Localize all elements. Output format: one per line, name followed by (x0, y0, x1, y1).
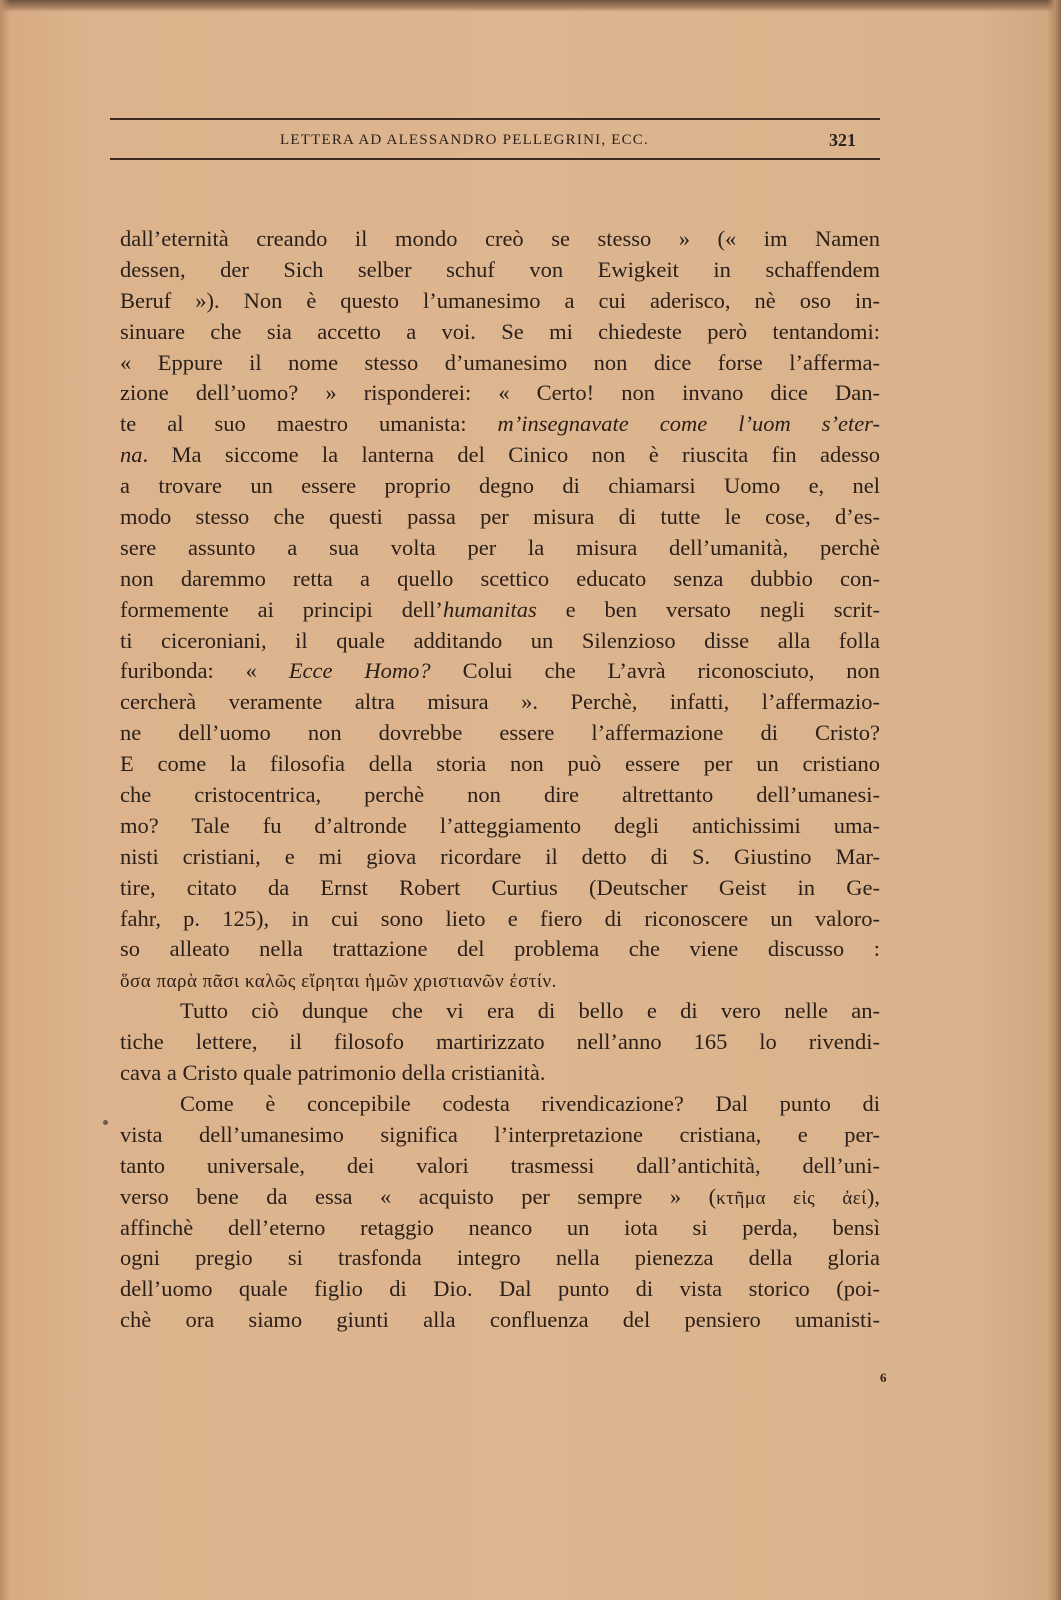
text-line (120, 286, 880, 317)
text-line (120, 811, 880, 842)
text-segment: a trovare un essere proprio degno di chiamarsi Uomo e, nel (120, 473, 880, 499)
paper-speck (103, 1120, 108, 1125)
text-line (120, 996, 880, 1027)
text-line (120, 749, 880, 780)
running-title: LETTERA AD ALESSANDRO PELLEGRINI, ECC. (280, 132, 649, 148)
text-line (120, 1243, 880, 1274)
text-segment: Tutto ciò dunque che vi era di bello e di vero nelle an- (180, 998, 880, 1024)
text-segment: cava a Cristo quale patrimonio della cristianità. (120, 1060, 546, 1086)
text-segment: tire, citato da Ernst Robert Curtius (Deutscher Geist in Ge- (120, 874, 880, 900)
text-line (120, 409, 880, 440)
running-head (110, 130, 880, 154)
italic-text: na (120, 442, 143, 468)
text-line (120, 873, 880, 904)
header-rule-bottom (110, 158, 880, 160)
text-segment: so alleato nella trattazione del problema che viene discusso : (120, 936, 880, 962)
text-segment: E come la filosofia della storia non può essere per un cristiano (120, 751, 880, 777)
text-line (120, 780, 880, 811)
body-text (120, 224, 880, 1336)
text-line (120, 1213, 880, 1244)
text-segment: tiche lettere, il filosofo martirizzato nell’anno 165 lo rivendi- (120, 1029, 880, 1055)
page-right-edge (1047, 0, 1061, 1600)
text-line (120, 471, 880, 502)
text-segment: ne dell’uomo non dovrebbe essere l’affermazione di Cristo? (120, 720, 880, 746)
text-line (120, 1305, 880, 1336)
text-segment: non daremmo retta a quello scettico educato senza dubbio con- (120, 565, 880, 591)
text-segment: zione dell’uomo? » risponderei: « Certo! non invano dice Dan- (120, 380, 880, 406)
text-segment: verso bene da essa « acquisto per sempre » ( (120, 1183, 717, 1209)
text-segment: . Ma siccome la lanterna del Cinico non è riuscita fin adesso (142, 442, 880, 468)
text-segment: ), (866, 1183, 881, 1209)
italic-text: humanitas (442, 596, 537, 622)
text-line (120, 378, 880, 409)
signature-mark: 6 (880, 1370, 887, 1385)
greek-text: κτῆμα εἰς ἀεί (716, 1187, 867, 1209)
greek-text: ὅσα παρὰ πᾶσι καλῶς εἴρηται ἡμῶν χριστιανῶν ἐστίν. (120, 971, 557, 993)
text-segment: sere assunto a sua volta per la misura dell’umanità, perchè (120, 534, 880, 560)
text-line (120, 1182, 880, 1213)
text-segment: affinchè dell’eterno retaggio neanco un iota si perda, bensì (120, 1214, 880, 1240)
page-left-edge (0, 0, 10, 1600)
text-line (120, 533, 880, 564)
text-segment: Come è concepibile codesta rivendicazione? Dal punto di (180, 1090, 880, 1116)
header-rule-top (110, 118, 880, 120)
text-line (120, 904, 880, 935)
text-line (120, 502, 880, 533)
text-line (120, 348, 880, 379)
text-line (120, 1151, 880, 1182)
text-segment: sinuare che sia accetto a voi. Se mi chiedeste però tentandomi: (120, 318, 880, 344)
text-segment: dessen, der Sich selber schuf von Ewigkeit in schaffendem (120, 256, 880, 282)
text-line (120, 656, 880, 687)
text-line (120, 1120, 880, 1151)
text-segment: chè ora siamo giunti alla confluenza del pensiero umanisti- (120, 1307, 880, 1333)
text-segment: vista dell’umanesimo significa l’interpretazione cristiana, e per- (120, 1121, 880, 1147)
text-segment: mo? Tale fu d’altronde l’atteggiamento degli antichissimi uma- (120, 812, 880, 838)
text-segment: Beruf »). Non è questo l’umanesimo a cui aderisco, nè oso in- (120, 287, 880, 313)
text-line (120, 1089, 880, 1120)
text-segment: furibonda: « (120, 658, 289, 684)
page-top-edge (0, 0, 1061, 12)
text-segment: tanto universale, dei valori trasmessi dall’antichità, dell’uni- (120, 1152, 880, 1178)
text-line (120, 595, 880, 626)
text-segment: « Eppure il nome stesso d’umanesimo non dice forse l’afferma- (120, 349, 880, 375)
text-line (120, 564, 880, 595)
page-number: 321 (829, 130, 856, 150)
text-segment: dall’eternità creando il mondo creò se stesso » (« im Namen (120, 226, 880, 251)
text-segment: ogni pregio si trasfonda integro nella pienezza della gloria (120, 1245, 880, 1271)
text-line (120, 224, 880, 255)
text-segment: nisti cristiani, e mi giova ricordare il detto di S. Giustino Mar- (120, 843, 880, 869)
text-line (120, 317, 880, 348)
text-segment: dell’uomo quale figlio di Dio. Dal punto di vista storico (poi- (120, 1276, 880, 1302)
text-segment: ti ciceroniani, il quale additando un Silenzioso disse alla folla (120, 627, 880, 653)
text-segment: fahr, p. 125), in cui sono lieto e fiero di riconoscere un valoro- (120, 905, 880, 931)
text-line (120, 842, 880, 873)
italic-text: Ecce Homo? (288, 658, 431, 684)
text-segment: Colui che L’avrà riconosciuto, non (430, 658, 880, 684)
text-segment: modo stesso che questi passa per misura di tutte le cose, d’es- (120, 504, 880, 530)
text-segment: formemente ai principi dell’ (120, 596, 443, 622)
text-line (120, 626, 880, 657)
text-line (120, 687, 880, 718)
italic-text: m’insegnavate come l’uom s’eter- (497, 411, 880, 437)
text-segment: cercherà veramente altra misura ». Perchè, infatti, l’affermazio- (120, 689, 880, 715)
text-line (120, 1058, 880, 1089)
text-line (120, 965, 880, 996)
text-segment: te al suo maestro umanista: (120, 411, 498, 437)
text-segment: e ben versato negli scrit- (536, 596, 880, 622)
text-line (120, 1027, 880, 1058)
text-line (120, 718, 880, 749)
text-line (120, 255, 880, 286)
text-line (120, 1274, 880, 1305)
text-segment: che cristocentrica, perchè non dire altrettanto dell’umanesi- (120, 782, 880, 808)
text-line (120, 934, 880, 965)
text-line (120, 440, 880, 471)
